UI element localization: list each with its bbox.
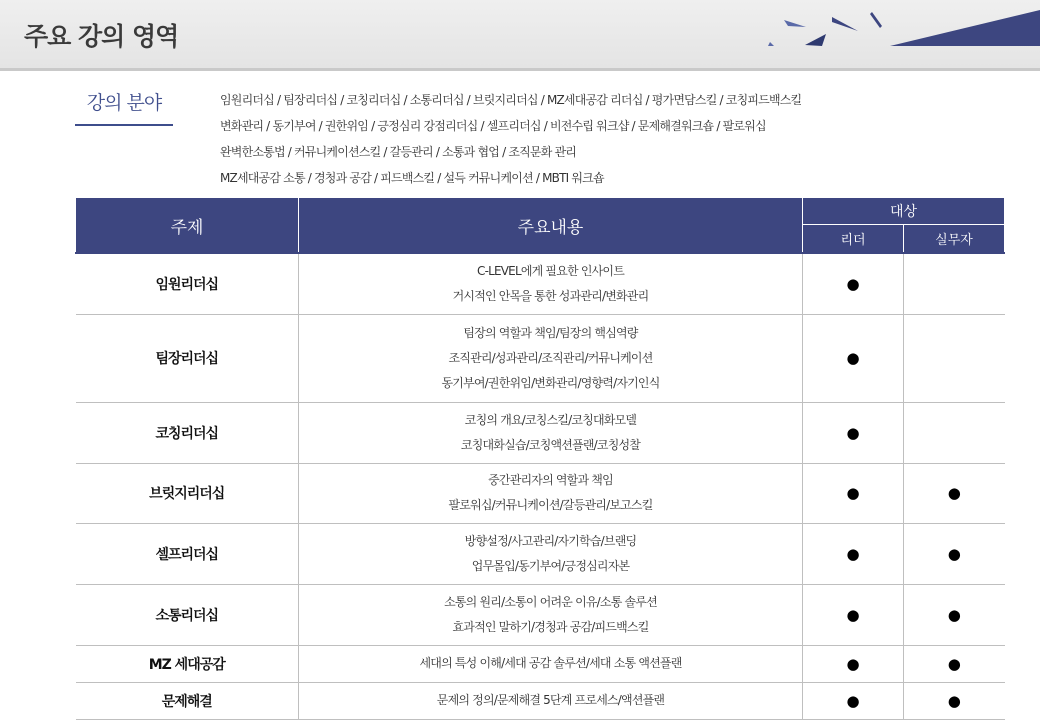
content-line: C-LEVEL에게 필요한 인사이트 [476, 263, 624, 278]
row-topic: 임원리더십 [76, 253, 299, 314]
row-content [299, 463, 803, 523]
content-line: 동기부여/권한위임/변화관리/영향력/자기인식 [441, 375, 660, 390]
topic-header: 주제 [76, 198, 299, 253]
row-topic: 문제해결 [76, 682, 299, 719]
page-header [0, 0, 1040, 71]
content-line: 거시적인 안목을 통한 성과관리/변화관리 [452, 288, 649, 303]
content-line: 문제의 정의/문제해결 5단계 프로세스/액션플랜 [436, 693, 665, 707]
content-line: 효과적인 말하기/경청과 공감/피드백스킬 [452, 619, 649, 634]
table-row [76, 463, 1005, 523]
staff-mark: ● [904, 645, 1005, 682]
decorative-arrows-graphic [760, 0, 1040, 68]
page-title: 주요 강의 영역 [24, 22, 179, 51]
leader-mark: ● [803, 314, 904, 402]
content-line: 조직관리/성과관리/조직관리/커뮤니케이션 [448, 350, 653, 365]
row-content [299, 682, 803, 719]
row-content [299, 645, 803, 682]
content-line: 팀장의 역할과 책임/팀장의 핵심역량 [463, 325, 638, 340]
staff-mark [904, 253, 1005, 314]
content-line: 방향설정/사고관리/자기학습/브랜딩 [464, 533, 637, 548]
content-header: 주요내용 [299, 198, 803, 253]
row-content [299, 584, 803, 645]
table-row [76, 402, 1005, 463]
staff-mark: ● [904, 682, 1005, 719]
staff-mark: ● [904, 463, 1005, 523]
row-content [299, 253, 803, 314]
leader-header: 리더 [803, 225, 904, 253]
leader-mark: ● [803, 523, 904, 584]
leader-mark: ● [803, 463, 904, 523]
content-line: 코칭대화실습/코칭액션플랜/코칭성찰 [460, 437, 641, 452]
table-row [76, 584, 1005, 645]
staff-header: 실무자 [904, 225, 1005, 253]
content-line: 중간관리자의 역할과 책임 [488, 473, 613, 487]
leader-mark: ● [803, 584, 904, 645]
table-row [76, 523, 1005, 584]
target-header: 대상 [803, 198, 1005, 225]
leader-mark: ● [803, 682, 904, 719]
content-line: 팔로워십/커뮤니케이션/갈등관리/보고스킬 [448, 498, 653, 512]
leader-mark: ● [803, 253, 904, 314]
row-topic: 셀프리더십 [76, 523, 299, 584]
leader-mark: ● [803, 402, 904, 463]
row-content [299, 523, 803, 584]
field-line: 임원리더십 / 팀장리더십 / 코칭리더십 / 소통리더십 / 브릿지리더십 / MZ세대공감 리더십 / 평가면담스킬 / 코칭피드백스킬 [220, 93, 802, 107]
row-content [299, 314, 803, 402]
field-section-label: 강의 분야 [75, 88, 173, 126]
staff-mark: ● [904, 584, 1005, 645]
field-line: MZ세대공감 소통 / 경청과 공감 / 피드백스킬 / 설득 커뮤니케이션 / MBTI 워크숍 [220, 171, 604, 185]
staff-mark [904, 402, 1005, 463]
row-topic: 브릿지리더십 [76, 463, 299, 523]
table-row [76, 645, 1005, 682]
row-topic: 소통리더십 [76, 584, 299, 645]
content-line: 소통의 원리/소통이 어려운 이유/소통 솔루션 [444, 594, 657, 609]
staff-mark [904, 314, 1005, 402]
row-content [299, 402, 803, 463]
content-line: 세대의 특성 이해/세대 공감 솔루션/세대 소통 액션플랜 [419, 656, 682, 670]
lecture-table [75, 198, 1005, 720]
table-row [76, 314, 1005, 402]
content-line: 코칭의 개요/코칭스킬/코칭대화모델 [464, 412, 637, 427]
row-topic: 코칭리더십 [76, 402, 299, 463]
table-row [76, 682, 1005, 719]
staff-mark: ● [904, 523, 1005, 584]
leader-mark: ● [803, 645, 904, 682]
field-line: 완벽한소통법 / 커뮤니케이션스킬 / 갈등관리 / 소통과 협업 / 조직문화 관리 [220, 145, 577, 159]
table-row [76, 253, 1005, 314]
content-line: 업무몰입/동기부여/긍정심리자본 [471, 558, 630, 573]
field-list [220, 87, 860, 191]
row-topic: 팀장리더십 [76, 314, 299, 402]
row-topic: MZ 세대공감 [76, 645, 299, 682]
field-line: 변화관리 / 동기부여 / 권한위임 / 긍정심리 강점리더십 / 셀프리더십 / 비전수립 워크샵 / 문제해결워크숍 / 팔로워십 [220, 119, 766, 133]
